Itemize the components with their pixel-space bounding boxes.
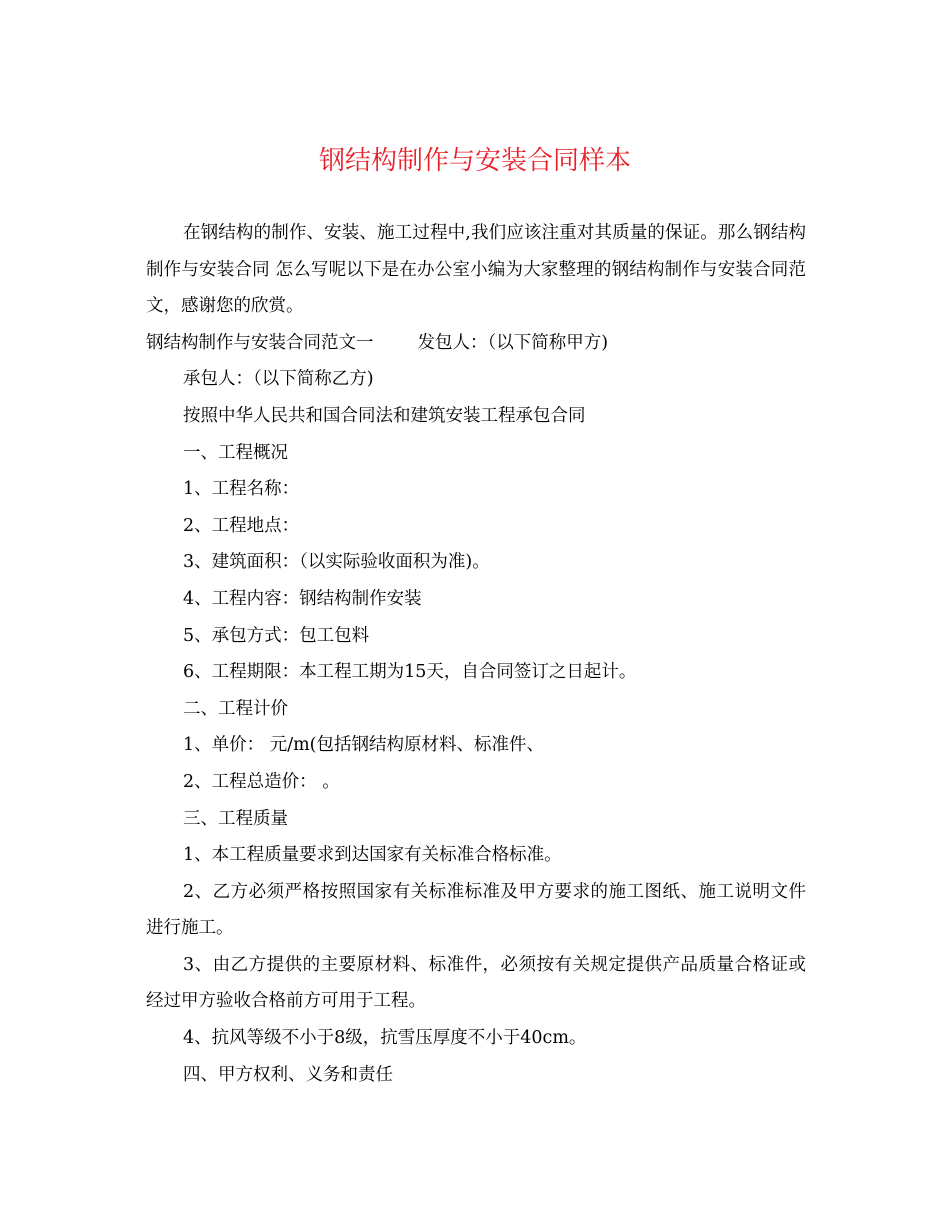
- section-heading: 四、甲方权利、义务和责任: [183, 1064, 393, 1085]
- document-body: [146, 215, 806, 1093]
- section-item: 4、抗风等级不小于8级，抗雪压厚度不小于40cm。: [183, 1028, 587, 1049]
- section-item: 3、建筑面积：（以实际验收面积为准)。: [183, 552, 490, 573]
- section-item: 4、工程内容：钢结构制作安装: [183, 588, 422, 609]
- sample-heading-line: [146, 325, 806, 362]
- document-title: 钢结构制作与安装合同样本: [318, 146, 631, 176]
- section-item: 2、工程地点：: [183, 515, 300, 536]
- contract-basis: 按照中华人民共和国合同法和建筑安装工程承包合同: [183, 405, 586, 426]
- section-item: 1、工程名称：: [183, 479, 300, 500]
- section-item: 1、单价： 元/m(包括钢结构原材料、标准件、: [183, 735, 545, 756]
- section-item: 6、工程期限：本工程工期为15天，自合同签订之日起计。: [183, 662, 637, 683]
- section-item: 5、承包方式：包工包料: [183, 625, 370, 646]
- section-item: 2、工程总造价： 。: [183, 771, 340, 792]
- section-item: 2、乙方必须严格按照国家有关标准标准及甲方要求的施工图纸、施工说明文件进行施工。: [146, 881, 806, 939]
- section-item: 1、本工程质量要求到达国家有关标准合格标准。: [183, 845, 562, 866]
- section-item: 3、由乙方提供的主要原材料、标准件，必须按有关规定提供产品质量合格证或经过甲方验收合格前方可用于工程。: [146, 954, 806, 1012]
- section-heading: 二、工程计价: [183, 698, 288, 719]
- intro-paragraph: 在钢结构的制作、安装、施工过程中,我们应该注重对其质量的保证。那么钢结构制作与安装合同 怎么写呢以下是在办公室小编为大家整理的钢结构制作与安装合同范文，感谢您的欣赏。: [146, 223, 806, 317]
- section-heading: 一、工程概况: [183, 442, 288, 463]
- section-heading: 三、工程质量: [183, 808, 288, 829]
- party-a: 发包人：（以下简称甲方): [417, 332, 609, 353]
- sample-heading: 钢结构制作与安装合同范文一: [146, 332, 374, 353]
- party-b: 承包人：（以下简称乙方): [183, 369, 374, 390]
